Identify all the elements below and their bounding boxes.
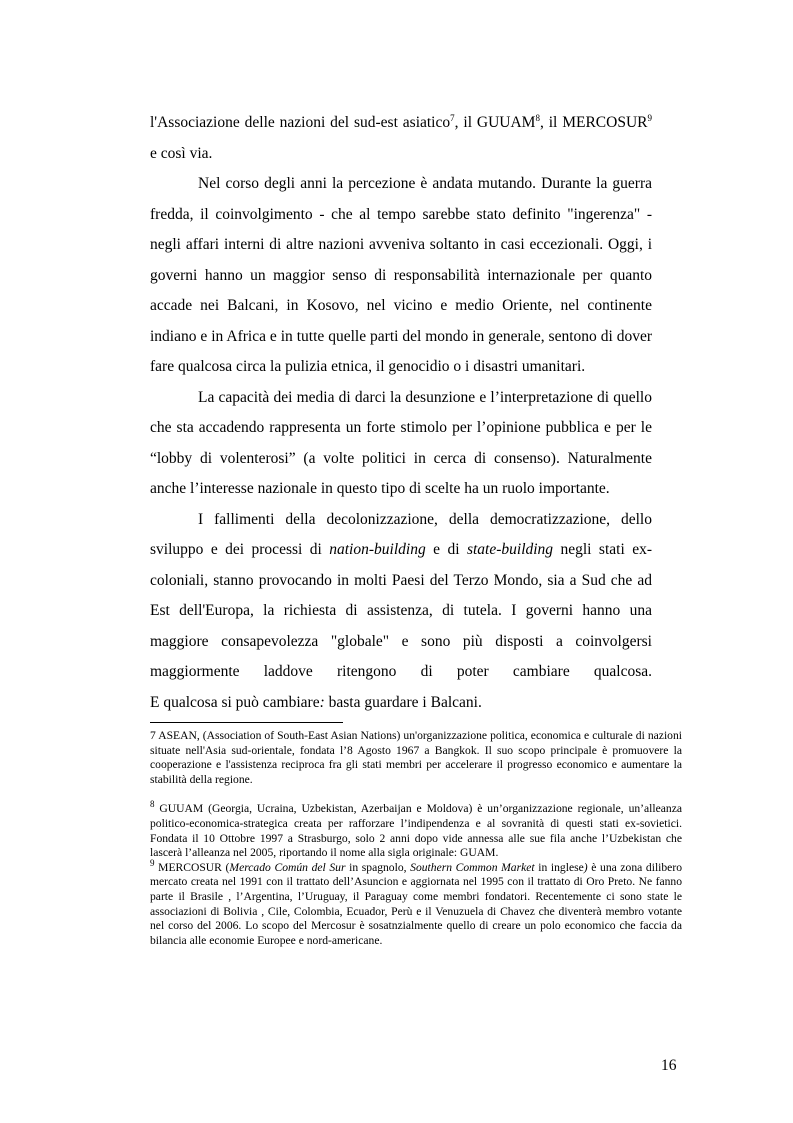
text-segment: negli stati ex-coloniali, stanno provocando in molti Paesi del Terzo Mondo, sia a Sud che ad Est dell'Europa, la richiesta di assistenza, di tutela. I governi hanno una maggiore consapevolezza "globale" e sono più disposti a coinvolgersi maggiormente laddove ritengono di poter cambiare qualcosa. [150, 541, 652, 680]
text-segment: I fallimenti della decolonizzazione, della democratizzazione, dello sviluppo e dei processi di [150, 510, 652, 558]
italic-text: Mercado Común del Sur [229, 860, 346, 874]
italic-text: ) [583, 860, 588, 874]
body-paragraph [150, 688, 652, 719]
page-number: 16 [661, 1057, 677, 1074]
text-segment: La capacità dei media di darci la desunzione e l’interpretazione di quello che sta accadendo rappresenta un forte stimolo per l’opinione pubblica e per le “lobby di volenterosi” (a volte politici in cerca di consenso). Naturalmente anche l’interesse nazionale in questo tipo di scelte ha un ruolo importante. [150, 388, 652, 497]
body-paragraph [150, 108, 652, 169]
text-segment: Nel corso degli anni la percezione è andata mutando. Durante la guerra fredda, il coinvolgimento - che al tempo sarebbe stato definito "ingerenza" - negli affari interni di altre nazioni avveniva soltanto in casi eccezionali. Oggi, i governi hanno un maggior senso di responsabilità internazionale per quanto accade nei Balcani, in Kosovo, nel vicino e medio Oriente, nel continente indiano e in Africa e in tutte quelle parti del mondo in generale, sentono di dover fare qualcosa circa la pulizia etnica, il genocidio o i disastri umanitari. [150, 175, 652, 375]
text-segment: in spagnolo, [345, 860, 411, 874]
text-segment: è una zona dilibero mercato creata nel 1991 con il trattato dell’Asuncion e aggiornata nel 1995 con il trattato di Oro Preto. Ne fanno parte il Brasile , l’Argentina, l’Uruguay, il Paraguay come membri fondatori. Recentemente ci sono state le associazioni di Bolivia , Cile, Colombia, Ecuador, Perù e il Venuzuela di Chavez che diventerà membro votante nel corso del 2006. Lo scopo del Mercosur è sosatnzialmente quello di creare un polo economico che faccia da bilancia alle economie Europee e nord-americane. [150, 860, 682, 947]
text-segment: 7 ASEAN, (Association of South-East Asian Nations) un'organizzazione politica, economica e culturale di nazioni situate nell'Asia sud-orientale, fondata l’8 Agosto 1967 a Bangkok. Il suo scopo principale è promuovere la cooperazione e l'assistenza reciproca fra gli stati membri per accelerare il progresso economico e aumentare la stabilità della regione. [150, 729, 682, 786]
italic-text: : [319, 693, 325, 711]
footnote [150, 799, 682, 860]
text-segment: e così via. [150, 144, 213, 162]
italic-text: state-building [466, 541, 554, 558]
footnote-marker: 9 [647, 112, 652, 123]
footnote-marker: 9 [150, 857, 155, 868]
footnote-marker: 8 [150, 799, 155, 810]
text-segment: in inglese [534, 860, 584, 874]
italic-text: Southern Common Market [410, 860, 535, 874]
text-segment: l'Associazione delle nazioni del sud-est asiatico [150, 114, 451, 131]
text-segment: , il GUUAM [454, 114, 536, 131]
footnote-separator [150, 722, 343, 723]
footnote [150, 729, 682, 787]
footnote-marker: 8 [535, 112, 540, 123]
text-segment: GUUAM (Georgia, Ucraina, Uzbekistan, Azerbaijan e Moldova) è un’organizzazione regionale, un’alleanza politico-economica-strategica creata per rafforzare l’indipendenza e al sovranità di questi stati ex-sovietici. Fondata il 10 Ottobre 1997 a Strasburgo, solo 2 anni dopo vide annessa alle sue fila anche l’Uzbekistan che lascerà l’alleanza nel 2005, riportando il nome alla sigla originale: GUAM. [150, 802, 682, 860]
body-text [150, 108, 652, 718]
body-paragraph [150, 383, 652, 505]
footnotes [150, 729, 682, 948]
text-segment: E qualcosa si può cambiare [150, 693, 320, 711]
text-segment: , il MERCOSUR [539, 114, 648, 131]
italic-text: nation-building [329, 541, 426, 558]
text-segment: MERCOSUR ( [154, 860, 230, 874]
text-segment: basta guardare i Balcani. [324, 693, 482, 711]
text-segment: e di [425, 541, 467, 558]
footnote [150, 857, 682, 949]
body-paragraph [150, 169, 652, 383]
body-paragraph [150, 505, 652, 688]
footnote-marker: 7 [450, 112, 455, 123]
